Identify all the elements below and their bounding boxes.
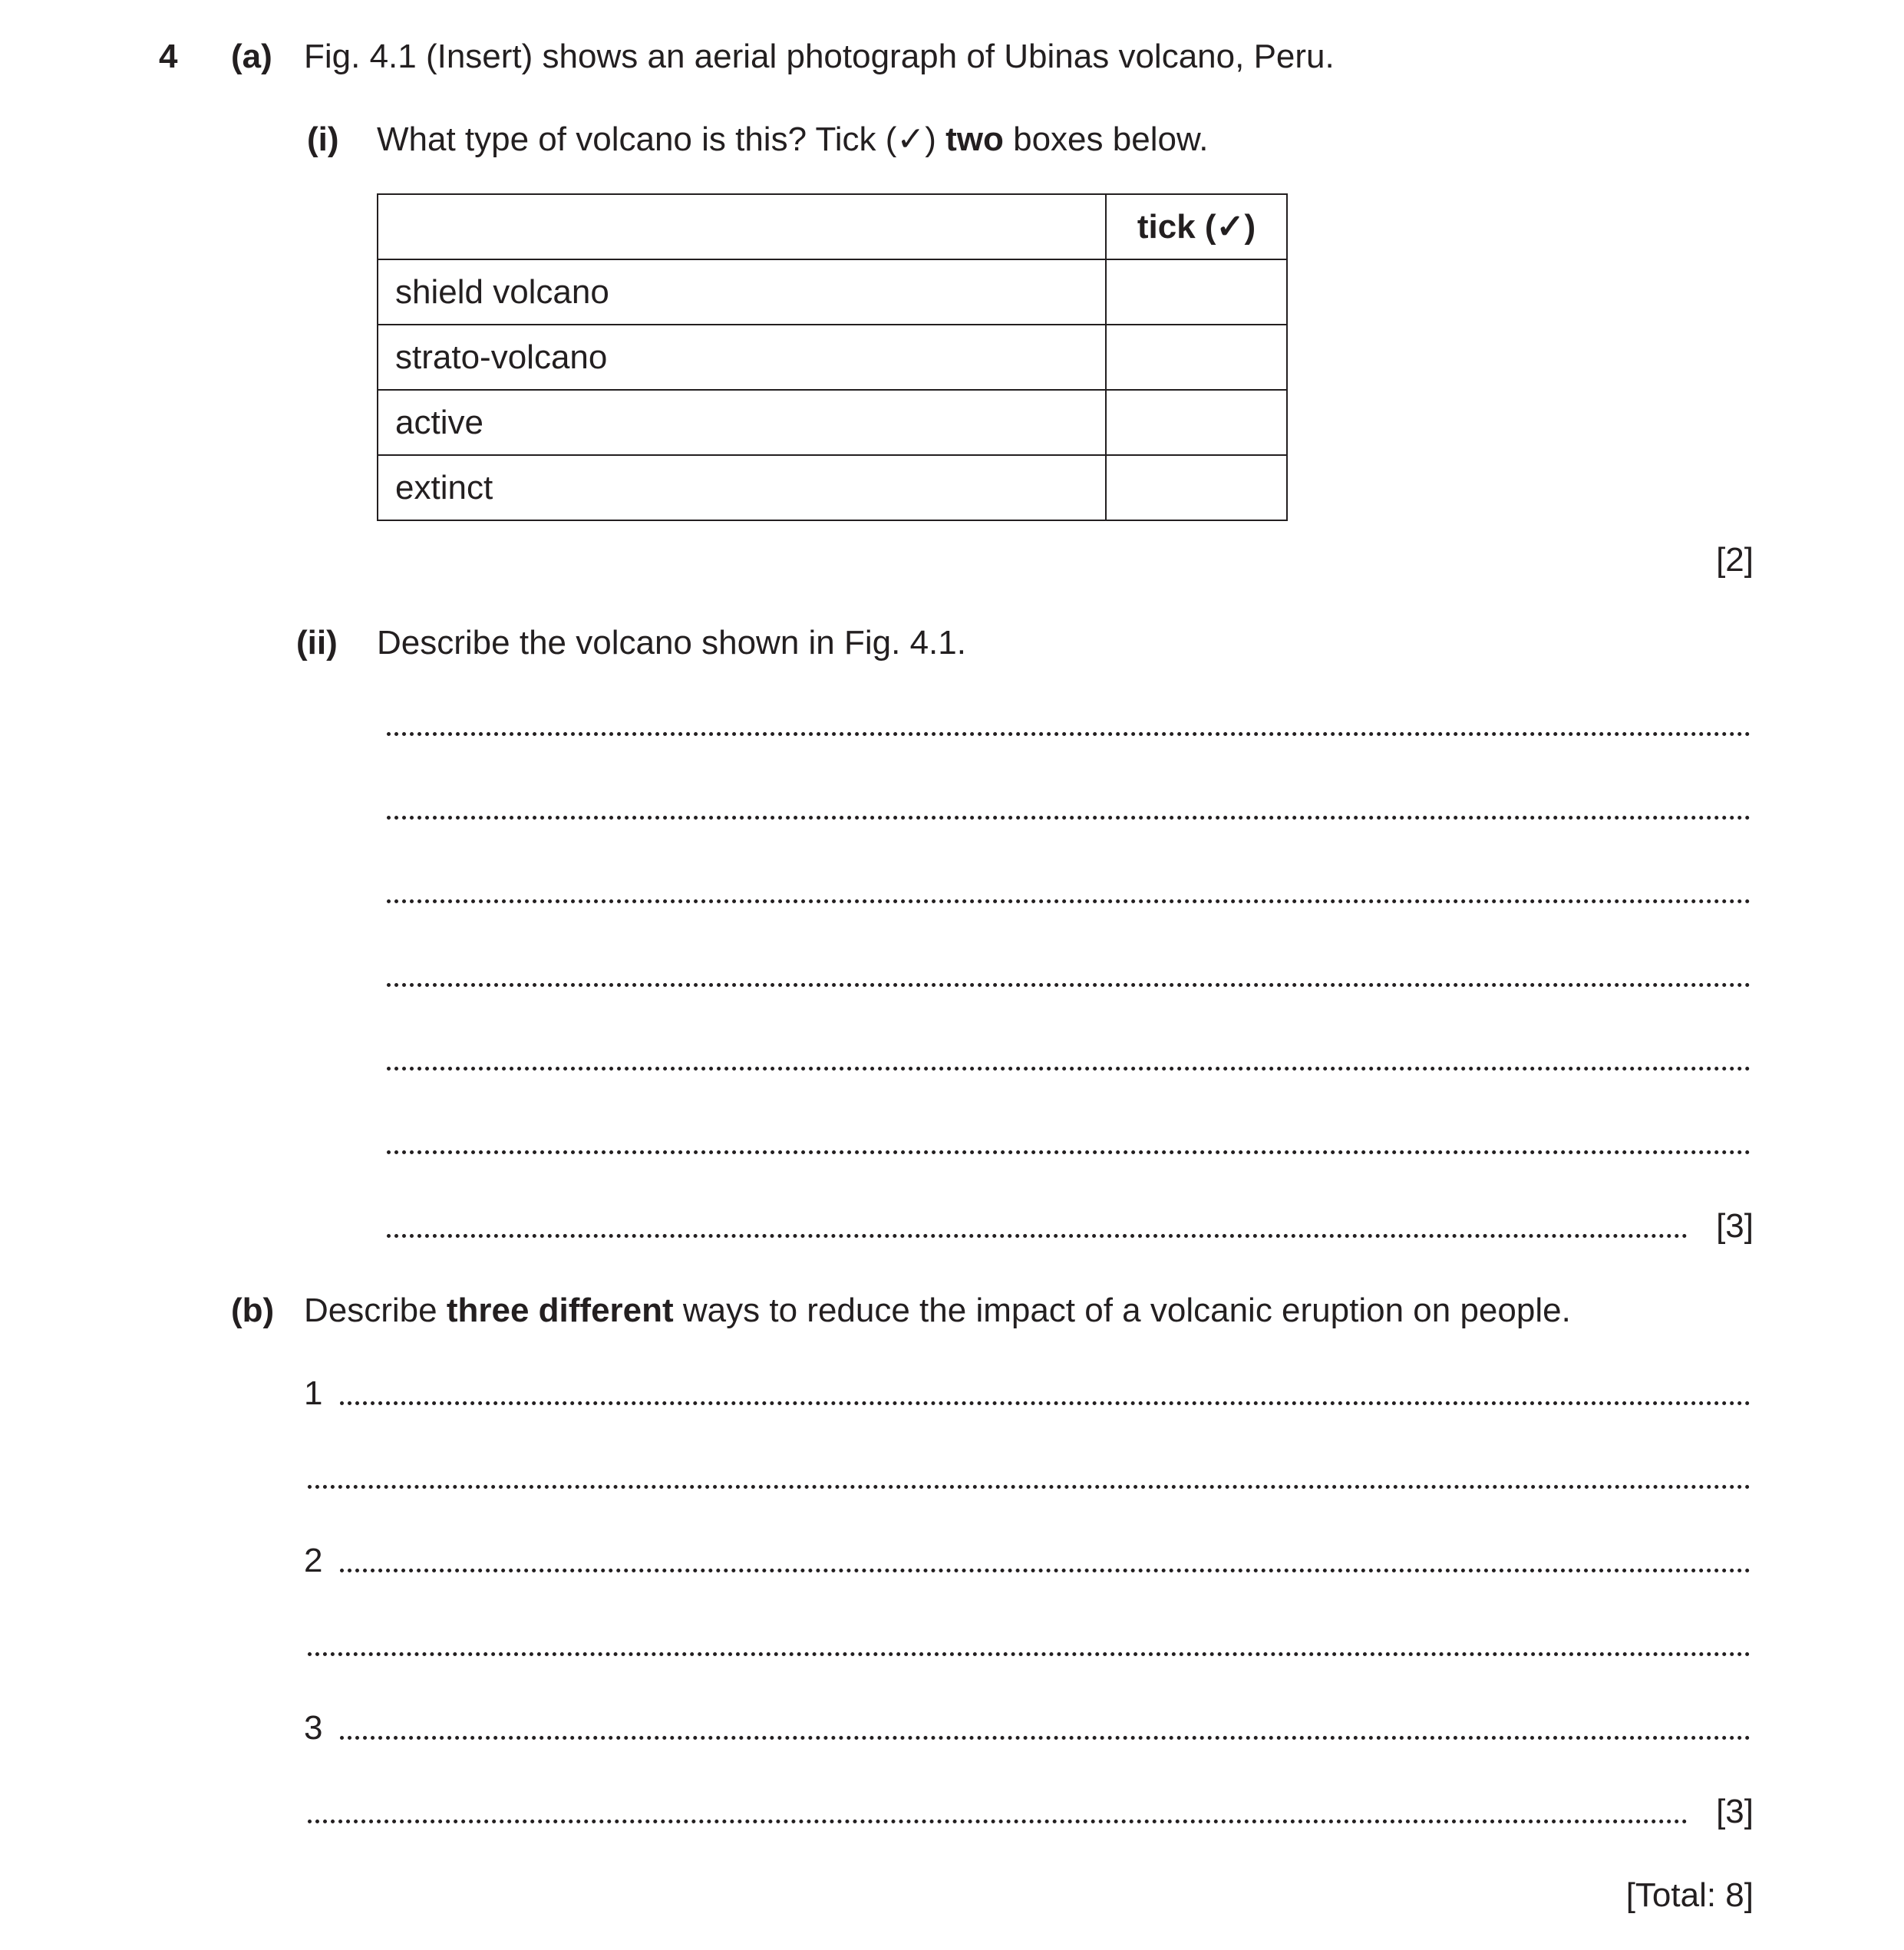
answer-line-b-3b[interactable] <box>308 1820 1688 1823</box>
table-row <box>378 390 1287 455</box>
sub-ii-label: (ii) <box>296 624 338 662</box>
part-b-label: (b) <box>231 1292 275 1329</box>
answer-line-ii-5[interactable] <box>387 1067 1751 1071</box>
table-row <box>378 325 1287 390</box>
row-label-strato: strato-volcano <box>378 325 1106 390</box>
answer-line-ii-2[interactable] <box>387 816 1751 820</box>
row-label-shield: shield volcano <box>378 259 1106 325</box>
sub-i-marks: [2] <box>1716 541 1754 579</box>
volcano-type-table <box>377 193 1288 521</box>
answer-line-b-2b[interactable] <box>308 1652 1751 1656</box>
tick-box-active[interactable] <box>1106 390 1287 455</box>
answer-line-ii-7[interactable] <box>387 1234 1688 1238</box>
table-row <box>378 455 1287 520</box>
table-header-blank <box>378 194 1106 259</box>
total-marks: [Total: 8] <box>1625 1876 1754 1914</box>
sub-ii-text: Describe the volcano shown in Fig. 4.1. <box>377 624 966 662</box>
table-header-tick: tick (✓) <box>1106 194 1287 259</box>
tick-box-shield[interactable] <box>1106 259 1287 325</box>
part-a-text: Fig. 4.1 (Insert) shows an aerial photograph of Ubinas volcano, Peru. <box>304 38 1335 75</box>
item-number-3: 3 <box>304 1709 323 1747</box>
sub-i-question <box>377 120 1209 160</box>
answer-line-ii-4[interactable] <box>387 983 1751 987</box>
sub-i-text-start: What type of volcano is this? Tick (✓) <box>377 120 946 158</box>
answer-line-ii-1[interactable] <box>387 732 1751 736</box>
answer-line-ii-3[interactable] <box>387 899 1751 903</box>
table-header-row <box>378 194 1287 259</box>
sub-i-text-bold: two <box>945 120 1004 158</box>
item-number-1: 1 <box>304 1374 323 1412</box>
tick-box-strato[interactable] <box>1106 325 1287 390</box>
item-number-2: 2 <box>304 1542 323 1579</box>
part-b-text-start: Describe <box>304 1292 447 1329</box>
part-b-text-bold: three different <box>446 1292 674 1329</box>
part-b-question <box>304 1291 1571 1331</box>
part-b-text-end: ways to reduce the impact of a volcanic eruption on people. <box>673 1292 1571 1329</box>
answer-line-ii-6[interactable] <box>387 1150 1751 1154</box>
answer-line-b-1a[interactable] <box>340 1401 1751 1405</box>
answer-line-b-2a[interactable] <box>340 1569 1751 1572</box>
part-a-label: (a) <box>231 38 272 75</box>
answer-line-b-3a[interactable] <box>340 1736 1751 1740</box>
question-number: 4 <box>159 38 178 75</box>
sub-i-label: (i) <box>307 120 339 158</box>
sub-i-text-end: boxes below. <box>1003 120 1209 158</box>
row-label-active: active <box>378 390 1106 455</box>
part-b-marks: [3] <box>1716 1793 1754 1830</box>
tick-box-extinct[interactable] <box>1106 455 1287 520</box>
table-row <box>378 259 1287 325</box>
row-label-extinct: extinct <box>378 455 1106 520</box>
sub-ii-marks: [3] <box>1716 1207 1754 1245</box>
answer-line-b-1b[interactable] <box>308 1485 1751 1489</box>
